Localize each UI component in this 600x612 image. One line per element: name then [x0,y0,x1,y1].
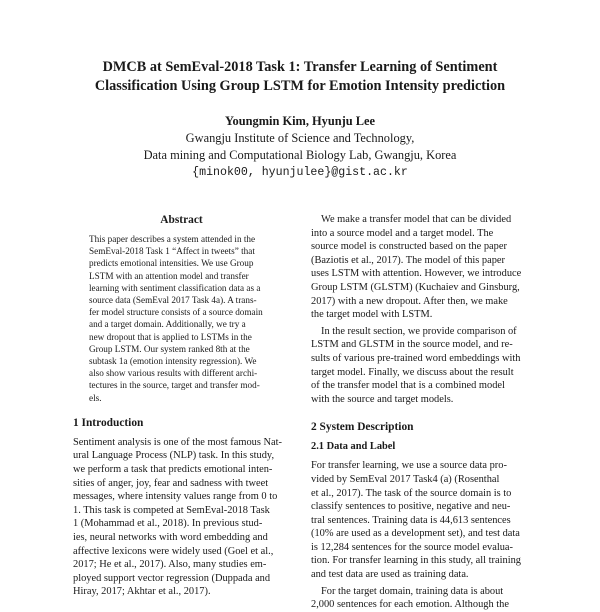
title-line-2: Classification Using Group LSTM for Emotion Intensity prediction [94,78,506,94]
abstract-line: This paper describes a system attended in the [89,234,256,244]
right-column [311,213,527,612]
body-line: uses LSTM with attention. However, we introduce [311,268,522,280]
section-heading-introduction: 1 Introduction [73,416,144,429]
body-line: We make a transfer model that can be divided [321,214,512,225]
paragraph-transfer-model [311,213,527,322]
body-line: 2017) with a new dropout. After then, we make [311,295,508,307]
left-column [73,213,290,599]
body-line: into a source model and a target model. The [311,227,494,239]
body-line: In the result section, we provide comparison of [321,325,517,337]
body-line: affective lexicons were widely used (Goel et al., [73,545,274,557]
body-line: and test data are used as training data. [311,569,469,581]
body-line: 1. This task is competed at SemEval-2018 Task [73,504,270,516]
abstract-line: els. [89,392,102,403]
abstract-heading: Abstract [160,214,203,226]
author-names: Youngmin Kim, Hyunju Lee [224,114,376,128]
body-line: sults of various pre-trained word embeddings with [311,352,521,364]
body-line: 1 (Mohammad et al., 2018). In previous stud- [73,518,263,530]
body-line: the target model with LSTM. [311,309,433,321]
author-email: {minok00, hyunjulee}@gist.ac.kr [192,166,408,179]
abstract-line: also show various results with different archi- [89,368,258,379]
abstract-line: new dropout that is applied to LSTMs in the [89,331,252,342]
body-line: (10% are used as a development set), and test data [311,528,520,540]
abstract-line: source data (SemEval 2017 Task 4a). A trans- [89,295,257,306]
abstract-line: and a target domain. Additionally, we try a [89,319,246,330]
affiliation-line-2: Data mining and Computational Biology Lab, Gwangju, Korea [143,148,457,162]
body-line: is 12,284 sentences for the source model evalua- [311,541,513,553]
abstract-line: LSTM with an attention model and transfer [89,270,249,281]
body-line: (Baziotis et al., 2017). The model of this paper [311,254,506,266]
body-line: LSTM and GLSTM in the source model, and re- [311,339,513,351]
body-line: source model is constructed based on the paper [311,241,507,253]
body-line: tral sentences. Training data is 44,613 sentences [311,514,511,526]
body-line: For transfer learning, we use a source data pro- [311,460,507,472]
body-line: ies, neural networks with word embedding and [73,532,268,543]
abstract-body [73,233,290,404]
body-line: 2,000 sentences for each emotion. Although the [311,599,509,611]
body-line: et al., 2017). The task of the source domain is to [311,487,512,499]
introduction-body [73,436,290,599]
section-heading-system-description: 2 System Description [311,421,414,434]
body-line: 2017; He et al., 2017). Also, many studies em- [73,559,267,571]
abstract-line: predicts emotional intensities. We use Group [89,258,254,269]
title-line-1: DMCB at SemEval-2018 Task 1: Transfer Learning of Sentiment [102,59,498,75]
paragraph-source-data [311,459,527,581]
body-line: Hiray, 2017; Akhtar et al., 2017). [73,586,211,598]
body-line: classify sentences to positive, negative and neu- [311,501,511,513]
body-line: we perform a task that predicts emotional inten- [73,464,273,476]
abstract-line: learning with sentiment classification data as a [89,282,261,293]
body-line: ural Language Process (NLP) task. In this study, [73,450,275,462]
paragraph-target-data [311,585,527,612]
body-line: For the target domain, training data is about [321,585,504,597]
body-line: with the source and target models. [311,393,454,405]
body-line: of the transfer model that is a combined model [311,380,505,392]
body-line: sities of anger, joy, fear and sadness with tweet [73,477,269,489]
body-line: vided by SemEval 2017 Task4 (a) (Rosenthal [311,473,500,485]
body-line: tion. For transfer learning in this study, all training [311,555,521,567]
body-line: ployed support vector regression (Duppada and [73,572,271,584]
body-line: Group LSTM (GLSTM) (Kuchaiev and Ginsburg, [311,281,520,293]
paragraph-results-overview [311,325,527,407]
paper-title [60,58,540,96]
abstract-line: SemEval-2018 Task 1 “Affect in tweets” that [89,246,255,257]
author-block [60,113,540,181]
abstract-line: fer model structure consists of a source domain [89,307,263,318]
abstract-line: subtask 1a (emotion intensity regression). We [89,356,257,367]
body-line: target model. Finally, we discuss about the result [311,366,514,378]
body-line: messages, where intensity values range from 0 to [73,491,278,503]
abstract-line: Group LSTM. Our system ranked 8th at the [89,343,250,354]
subsection-heading-data-and-label: 2.1 Data and Label [311,441,396,453]
body-line: Sentiment analysis is one of the most famous Nat- [73,436,282,448]
affiliation-line-1: Gwangju Institute of Science and Technology, [185,131,415,145]
abstract-line: tectures in the source, target and transfer mod- [89,380,260,391]
